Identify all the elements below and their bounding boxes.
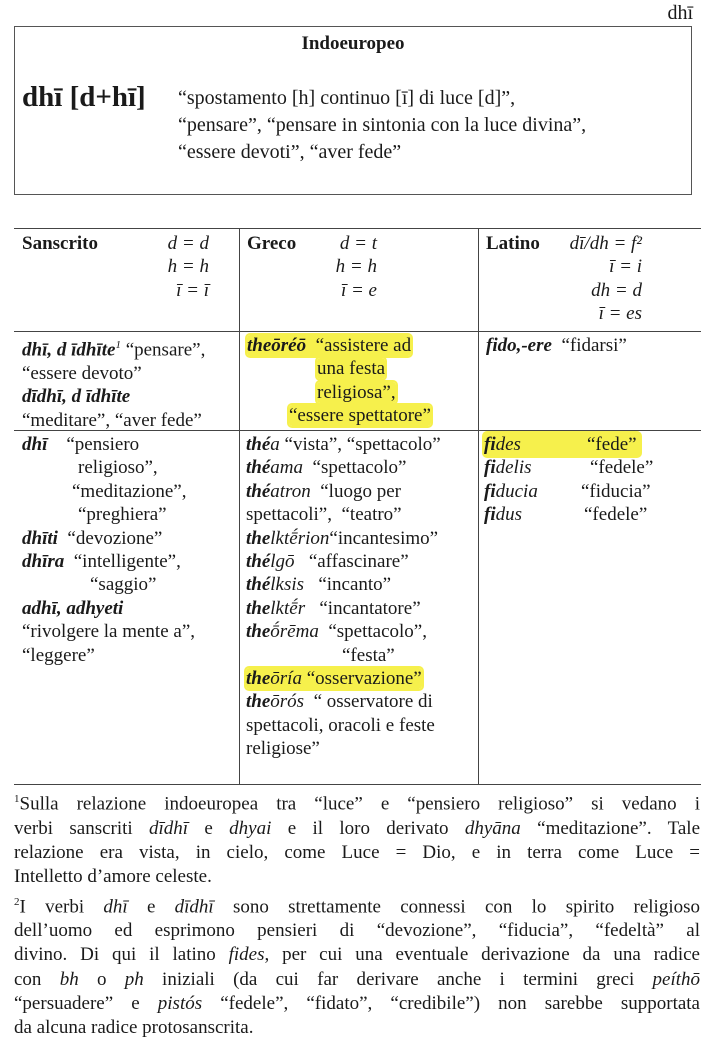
entry: thélgō “affascinare” bbox=[246, 551, 409, 573]
entry: “leggere” bbox=[22, 644, 95, 666]
row1-latin bbox=[486, 334, 696, 357]
entry: theṓrēma “spettacolo”, bbox=[246, 621, 427, 643]
entry: dhīra “intelligente”, bbox=[22, 551, 181, 573]
correspondence-table bbox=[14, 228, 701, 785]
rule: dh = d bbox=[591, 279, 642, 301]
entry: “essere spettatore” bbox=[289, 405, 431, 427]
row1-greek bbox=[247, 334, 475, 428]
indoeuropean-title: Indoeuropeo bbox=[301, 33, 405, 54]
greek-rules bbox=[317, 232, 377, 302]
entry: fides “fede” bbox=[484, 433, 696, 456]
entry: “preghiera” bbox=[78, 504, 167, 526]
rule: h = h bbox=[335, 256, 377, 278]
entry: religiose” bbox=[246, 738, 320, 760]
entry: dhī, d īdhīte$^1$ “pensare”, bbox=[22, 339, 206, 361]
rule: ī = es bbox=[598, 303, 642, 325]
column-divider bbox=[478, 229, 479, 784]
entry: dhīti “devozione” bbox=[22, 527, 163, 549]
entry: religioso”, bbox=[78, 457, 158, 479]
entry: adhī, adhyeti bbox=[22, 597, 124, 619]
rule: ī = e bbox=[340, 279, 377, 301]
footnote-1: $^1$Sulla relazione indoeuropea tra “luce” e “pensiero religioso” si vedano i verbi sanscriti dīdhī e dhyai e il loro derivato dhyāna “meditazione”. Tale relazione era vista, in cielo, come Luce = Dio, e in terra come Luce = Intelletto d’amore celeste. bbox=[14, 793, 701, 888]
column-label-sanskrit: Sanscrito bbox=[22, 233, 98, 254]
row2-sanskrit bbox=[22, 433, 237, 667]
footnote-2: $^2$I verbi dhī e dīdhī sono strettamente connessi con lo spirito religioso dell’uomo ed esprimono pensieri di “devozione”, “fiducia”, “fedeltà” al divino. Di qui il latino fides, per cui una eventuale derivazione da una radice con bh o ph iniziali (da cui far derivare anche i termini greci peíthō “persuadere” e pistós “fedele”, “fidato”, “credibile”) non sarebbe supportata da alcuna radice protosanscrita. bbox=[14, 895, 701, 1039]
rule: ī = ī bbox=[176, 279, 209, 301]
entry: spettacoli, oracoli e feste bbox=[246, 714, 435, 736]
sanskrit-rules bbox=[142, 232, 209, 302]
gloss-line: “pensare”, “pensare in sintonia con la luce divina”, bbox=[178, 114, 587, 136]
indoeuropean-root: dhī [d+hī] bbox=[22, 81, 146, 113]
gloss-line: “spostamento [h] continuo [ī] di luce [d]”, bbox=[178, 87, 516, 109]
rule: dī/dh = f² bbox=[569, 233, 642, 254]
footnote-marker: 2 bbox=[14, 895, 20, 908]
column-label-greek: Greco bbox=[247, 233, 297, 254]
entry: fido,-ere “fidarsi” bbox=[486, 335, 627, 356]
entry: fidus “fedele” bbox=[484, 504, 648, 526]
entry: una festa bbox=[317, 358, 386, 380]
entry: dhī “pensiero bbox=[22, 434, 140, 455]
entry: “saggio” bbox=[90, 574, 157, 596]
page-header-root: dhī bbox=[667, 2, 693, 24]
rule: h = h bbox=[167, 256, 209, 278]
entry: dīdhī, d īdhīte bbox=[22, 386, 131, 408]
latin-rules bbox=[554, 232, 642, 326]
entry: “festa” bbox=[342, 644, 395, 666]
entry: “meditazione”, bbox=[72, 480, 187, 502]
entry: thelktḗr “incantatore” bbox=[246, 597, 421, 619]
footnote-marker: 1 bbox=[14, 793, 20, 805]
entry: fidelis “fedele” bbox=[484, 457, 654, 479]
entry: “meditare”, “aver fede” bbox=[22, 409, 202, 431]
entry: theōría “osservazione” bbox=[246, 668, 422, 690]
entry: thélksis “incanto” bbox=[246, 574, 392, 596]
row1-sanskrit bbox=[22, 334, 237, 432]
indoeuropean-box bbox=[14, 26, 692, 195]
entry: theōrós “ osservatore di bbox=[246, 691, 433, 713]
entry: théama “spettacolo” bbox=[246, 457, 407, 479]
row2-latin bbox=[484, 433, 696, 527]
gloss-line: “essere devoti”, “aver fede” bbox=[178, 141, 402, 163]
entry: théatron “luogo per bbox=[246, 480, 401, 502]
row2-greek bbox=[246, 433, 476, 761]
column-label-latin: Latino bbox=[486, 233, 540, 254]
entry: “essere devoto” bbox=[22, 362, 142, 384]
footnotes bbox=[14, 787, 700, 1041]
entry: theōréō “assistere ad bbox=[247, 335, 412, 356]
entry: thelktḗrion“incantesimo” bbox=[246, 527, 439, 549]
entry: “rivolgere la mente a”, bbox=[22, 621, 196, 643]
indoeuropean-gloss bbox=[178, 85, 586, 166]
entry: fiducia “fiducia” bbox=[484, 480, 651, 502]
rule: d = t bbox=[339, 233, 377, 254]
rule: ī = i bbox=[609, 256, 642, 278]
row-divider bbox=[14, 331, 701, 332]
entry: spettacoli”, “teatro” bbox=[246, 504, 402, 526]
column-divider bbox=[239, 229, 240, 784]
rule: d = d bbox=[167, 233, 209, 254]
entry: théa “vista”, “spettacolo” bbox=[246, 434, 441, 455]
entry: religiosa”, bbox=[317, 381, 396, 403]
